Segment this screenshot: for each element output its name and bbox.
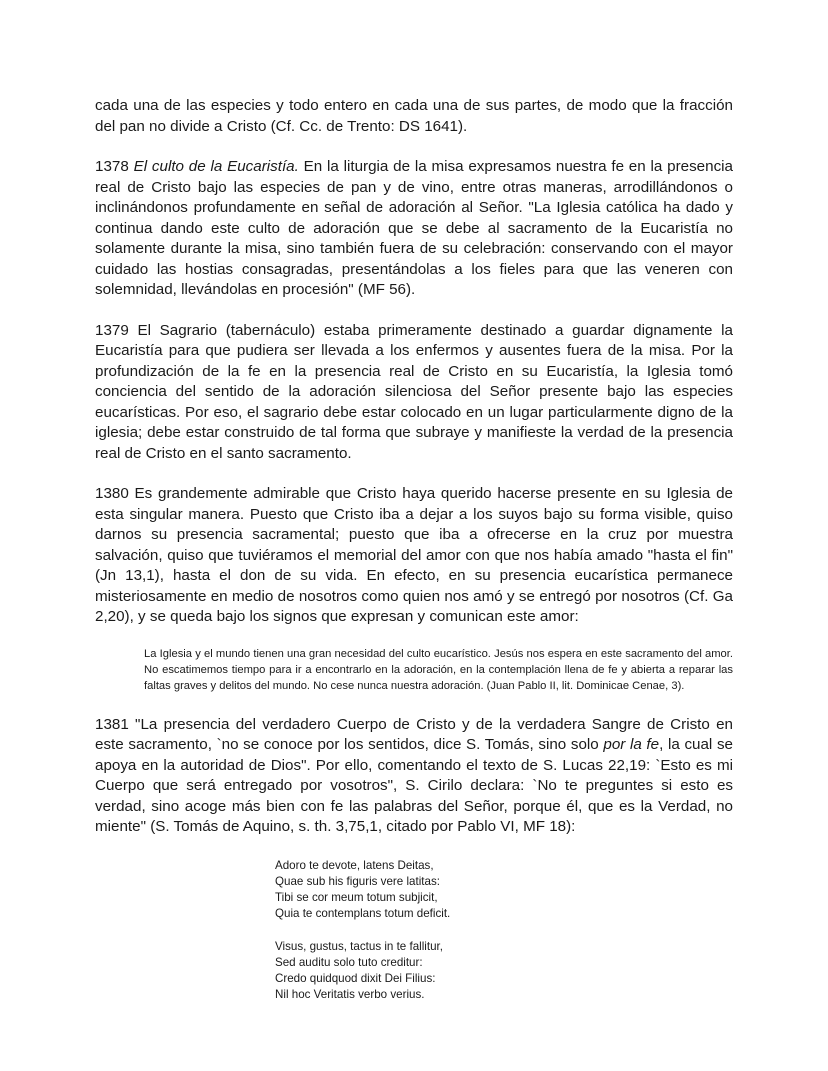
paragraph-continuation: cada una de las especies y todo entero en cada una de sus partes, de modo que la fracción del pan no divide a Cristo (Cf. Cc. de Trento: DS 1641). bbox=[95, 97, 733, 135]
section-title: El culto de la Eucaristía. bbox=[133, 158, 299, 175]
hymn-stanza-1 bbox=[275, 858, 733, 923]
emphasis-text: por la fe bbox=[603, 736, 660, 754]
hymn-line: Nil hoc Veritatis verbo verius. bbox=[275, 988, 425, 1002]
hymn-line: Credo quidquod dixit Dei Filius: bbox=[275, 971, 436, 985]
paragraph-body-end: , la cual se apoya en la autoridad de Dios". Por ello, comentando el texto de S. Lucas 22,19: `Esto es mi Cuerpo que será entregado por vosotros", S. Cirilo declara: `No te preguntes si esto es verdad, sino acoge más bien con fe las palabras del Señor, porque él, que es la Verdad, no miente" (S. Tomás de Aquino, s. th. 3,75,1, citado por Pablo VI, MF 18): bbox=[95, 736, 733, 836]
paragraph-body-start: 1381 "La presencia del verdadero Cuerpo de Cristo y de la verdadera Sangre de Cristo en este sacramento, `no se conoce por los sentidos, dice S. Tomás, sino solo bbox=[95, 715, 733, 754]
paragraph-1381 bbox=[95, 715, 733, 838]
hymn-line: Tibi se cor meum totum subjicit, bbox=[275, 891, 438, 905]
paragraph-number: 1378 bbox=[95, 158, 134, 175]
paragraph-body: En la liturgia de la misa expresamos nuestra fe en la presencia real de Cristo bajo las especies de pan y de vino, entre otras maneras, arrodillándonos o inclinándonos profundamente en señal de adoración al Señor. "La Iglesia católica ha dado y continua dando este culto de adoración que se debe al sacramento de la Eucaristía no solamente durante la misa, sino también fuera de su celebración: conservando con el mayor cuidado las hostias consagradas, presentándolas a los fieles para que las veneren con solemnidad, llevándolas en procesión" (MF 56). bbox=[95, 158, 733, 298]
hymn-line: Sed auditu solo tuto creditur: bbox=[275, 955, 423, 969]
block-quote: La Iglesia y el mundo tienen una gran necesidad del culto eucarístico. Jesús nos espera en este sacramento del amor. No escatimemos tiempo para ir a encontrarlo en la adoración, en la contemplación llena de fe y abierta a reparar las faltas graves y delitos del mundo. No cese nunca nuestra adoración. (Juan Pablo II, lit. Dominicae Cenae, 3). bbox=[144, 647, 733, 693]
paragraph-1380: 1380 Es grandemente admirable que Cristo haya querido hacerse presente en su Iglesia de esta singular manera. Puesto que Cristo iba a dejar a los suyos bajo su forma visible, quiso darnos su presencia sacramental; puesto que iba a ofrecerse en la cruz por muestra salvación, quiso que tuviéramos el memorial del amor con que nos había amado "hasta el fin" (Jn 13,1), hasta el don de su vida. En efecto, en su presencia eucarística permanece misteriosamente en medio de nosotros como quien nos amó y se entregó por nosotros (Cf. Ga 2,20), y se queda bajo los signos que expresan y comunican este amor: bbox=[95, 485, 733, 625]
paragraph-1379: 1379 El Sagrario (tabernáculo) estaba primeramente destinado a guardar dignamente la Eucaristía para que pudiera ser llevada a los enfermos y ausentes fuera de la misa. Por la profundización de la fe en la presencia real de Cristo en su Eucaristía, la Iglesia tomó conciencia del sentido de la adoración silenciosa del Señor presente bajo las especies eucarísticas. Por eso, el sagrario debe estar colocado en un lugar particularmente digno de la iglesia; debe estar construido de tal forma que subraye y manifieste la verdad de la presencia real de Cristo en el santo sacramento. bbox=[95, 321, 733, 462]
hymn-stanza-2 bbox=[275, 939, 733, 1004]
hymn-line: Quae sub his figuris vere latitas: bbox=[275, 874, 440, 888]
document-page bbox=[95, 96, 733, 1019]
paragraph-1378 bbox=[95, 157, 733, 301]
hymn-line: Quia te contemplans totum deficit. bbox=[275, 907, 451, 921]
hymn-line: Visus, gustus, tactus in te fallitur, bbox=[275, 939, 443, 953]
latin-hymn bbox=[275, 858, 733, 1004]
hymn-line: Adoro te devote, latens Deitas, bbox=[275, 858, 434, 872]
